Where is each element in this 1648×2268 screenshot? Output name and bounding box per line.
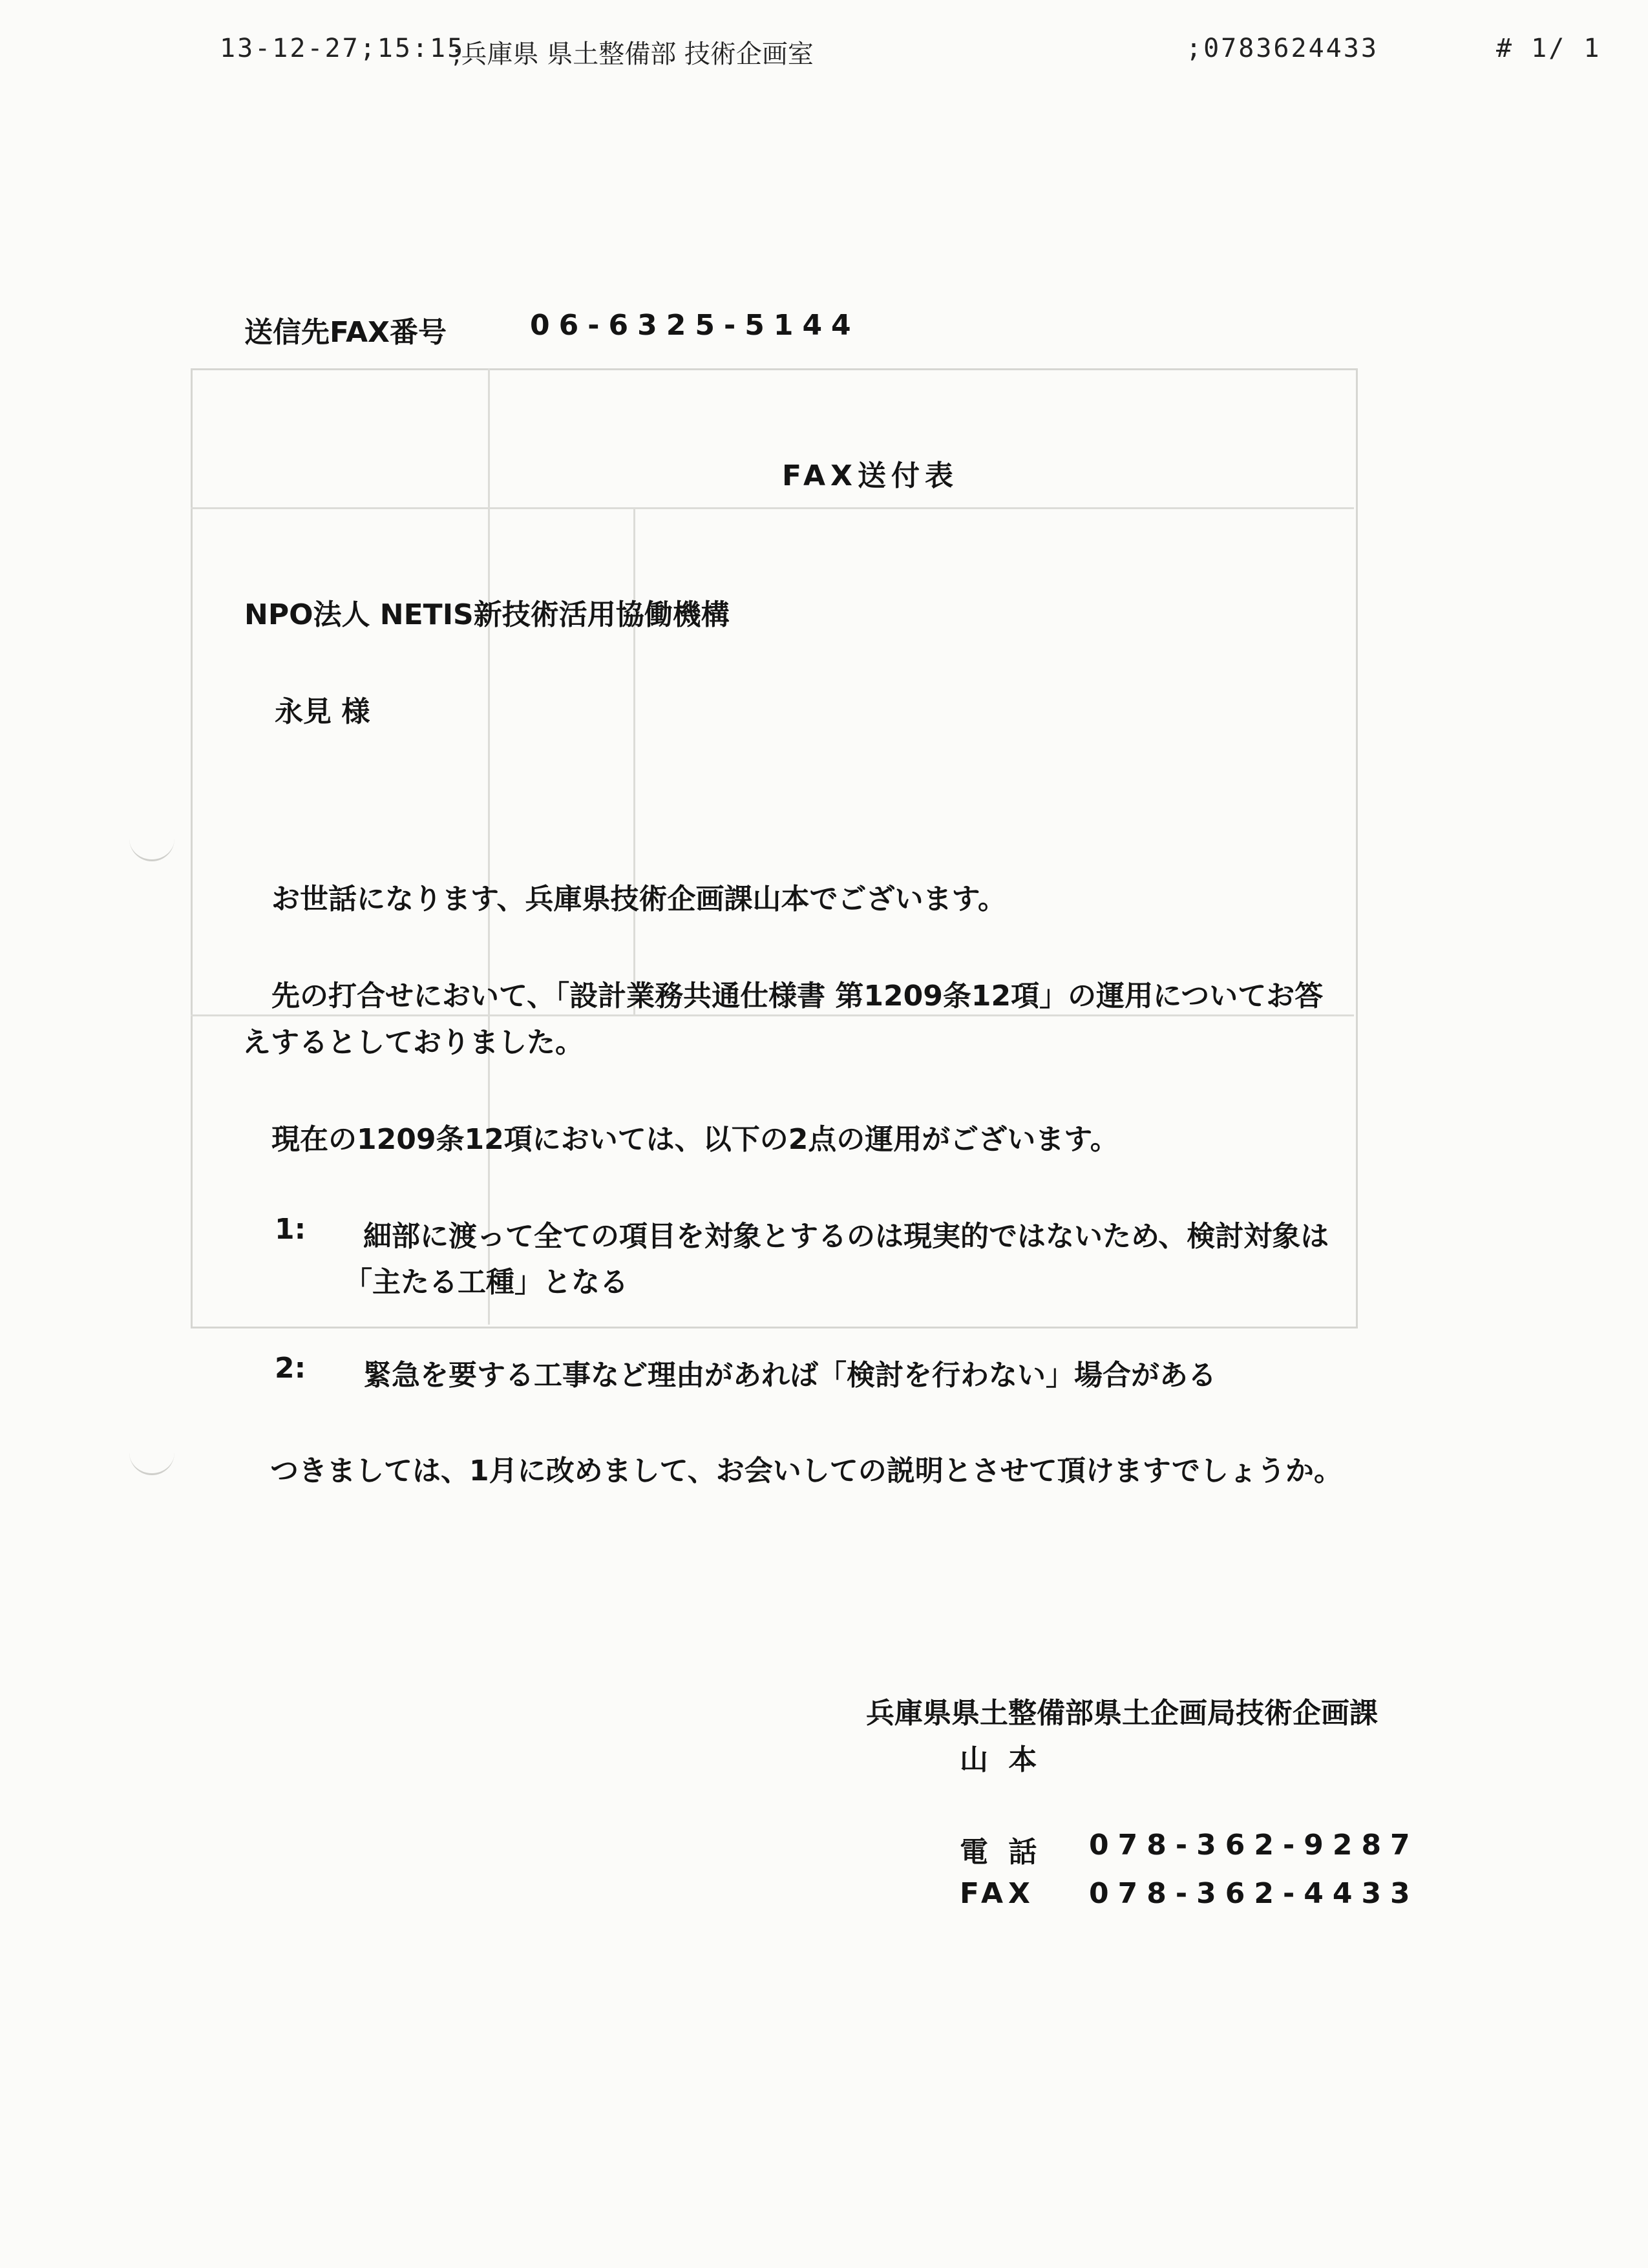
signature-department: 兵庫県県土整備部県土企画局技術企画課 [866,1697,1378,1730]
fax-label: FAX [960,1877,1035,1910]
item-1-line-2: 「主たる工種」となる [344,1266,628,1299]
fax-page-counter: # 1/ 1 [1496,34,1601,63]
destination-number: 06-6325-5144 [530,309,860,342]
bleed-through-rule [633,507,635,1014]
paragraph-2: 現在の1209条12項においては、以下の2点の運用がございます。 [271,1123,1119,1156]
fax-sender-number: ;0783624433 [1186,34,1379,63]
bleed-through-rule [488,368,490,1325]
phone-label: 電 話 [960,1836,1042,1869]
paragraph-1-line-2: えするとしておりました。 [242,1026,584,1059]
recipient-name: 永見 様 [275,695,370,728]
bleed-through-rule [191,507,1354,509]
item-2-number: 2: [275,1352,306,1385]
destination-label: 送信先FAX番号 [244,316,447,349]
item-1-line-1: 細部に渡って全ての項目を対象とするのは現実的ではないため、検討対象は [363,1220,1329,1253]
item-1-number: 1: [275,1213,306,1246]
fax-number: 078-362-4433 [1089,1877,1419,1910]
item-2-text: 緊急を要する工事など理由があれば「検討を行わない」場合がある [363,1359,1216,1392]
phone-number: 078-362-9287 [1089,1829,1419,1862]
closing: つきましては、1月に改めまして、お会いしての説明とさせて頂けますでしょうか。 [270,1454,1343,1487]
recipient-organization: NPO法人 NETIS新技術活用協働機構 [244,598,730,631]
punch-hole-mark [129,834,174,861]
bleed-through-table [191,368,1358,1328]
greeting: お世話になります、兵庫県技術企画課山本でございます。 [271,883,1006,916]
signature-name: 山 本 [960,1743,1042,1776]
document-title: FAX送付表 [782,459,958,492]
paragraph-1-line-1: 先の打合せにおいて、「設計業務共通仕様書 第1209条12項」の運用についてお答 [271,980,1324,1013]
bleed-through-rule [191,1014,1354,1016]
punch-hole-mark [129,1447,174,1475]
fax-timestamp: 13-12-27;15:15 [220,34,465,63]
fax-sender: ;兵庫県 県土整備部 技術企画室 [452,39,814,69]
